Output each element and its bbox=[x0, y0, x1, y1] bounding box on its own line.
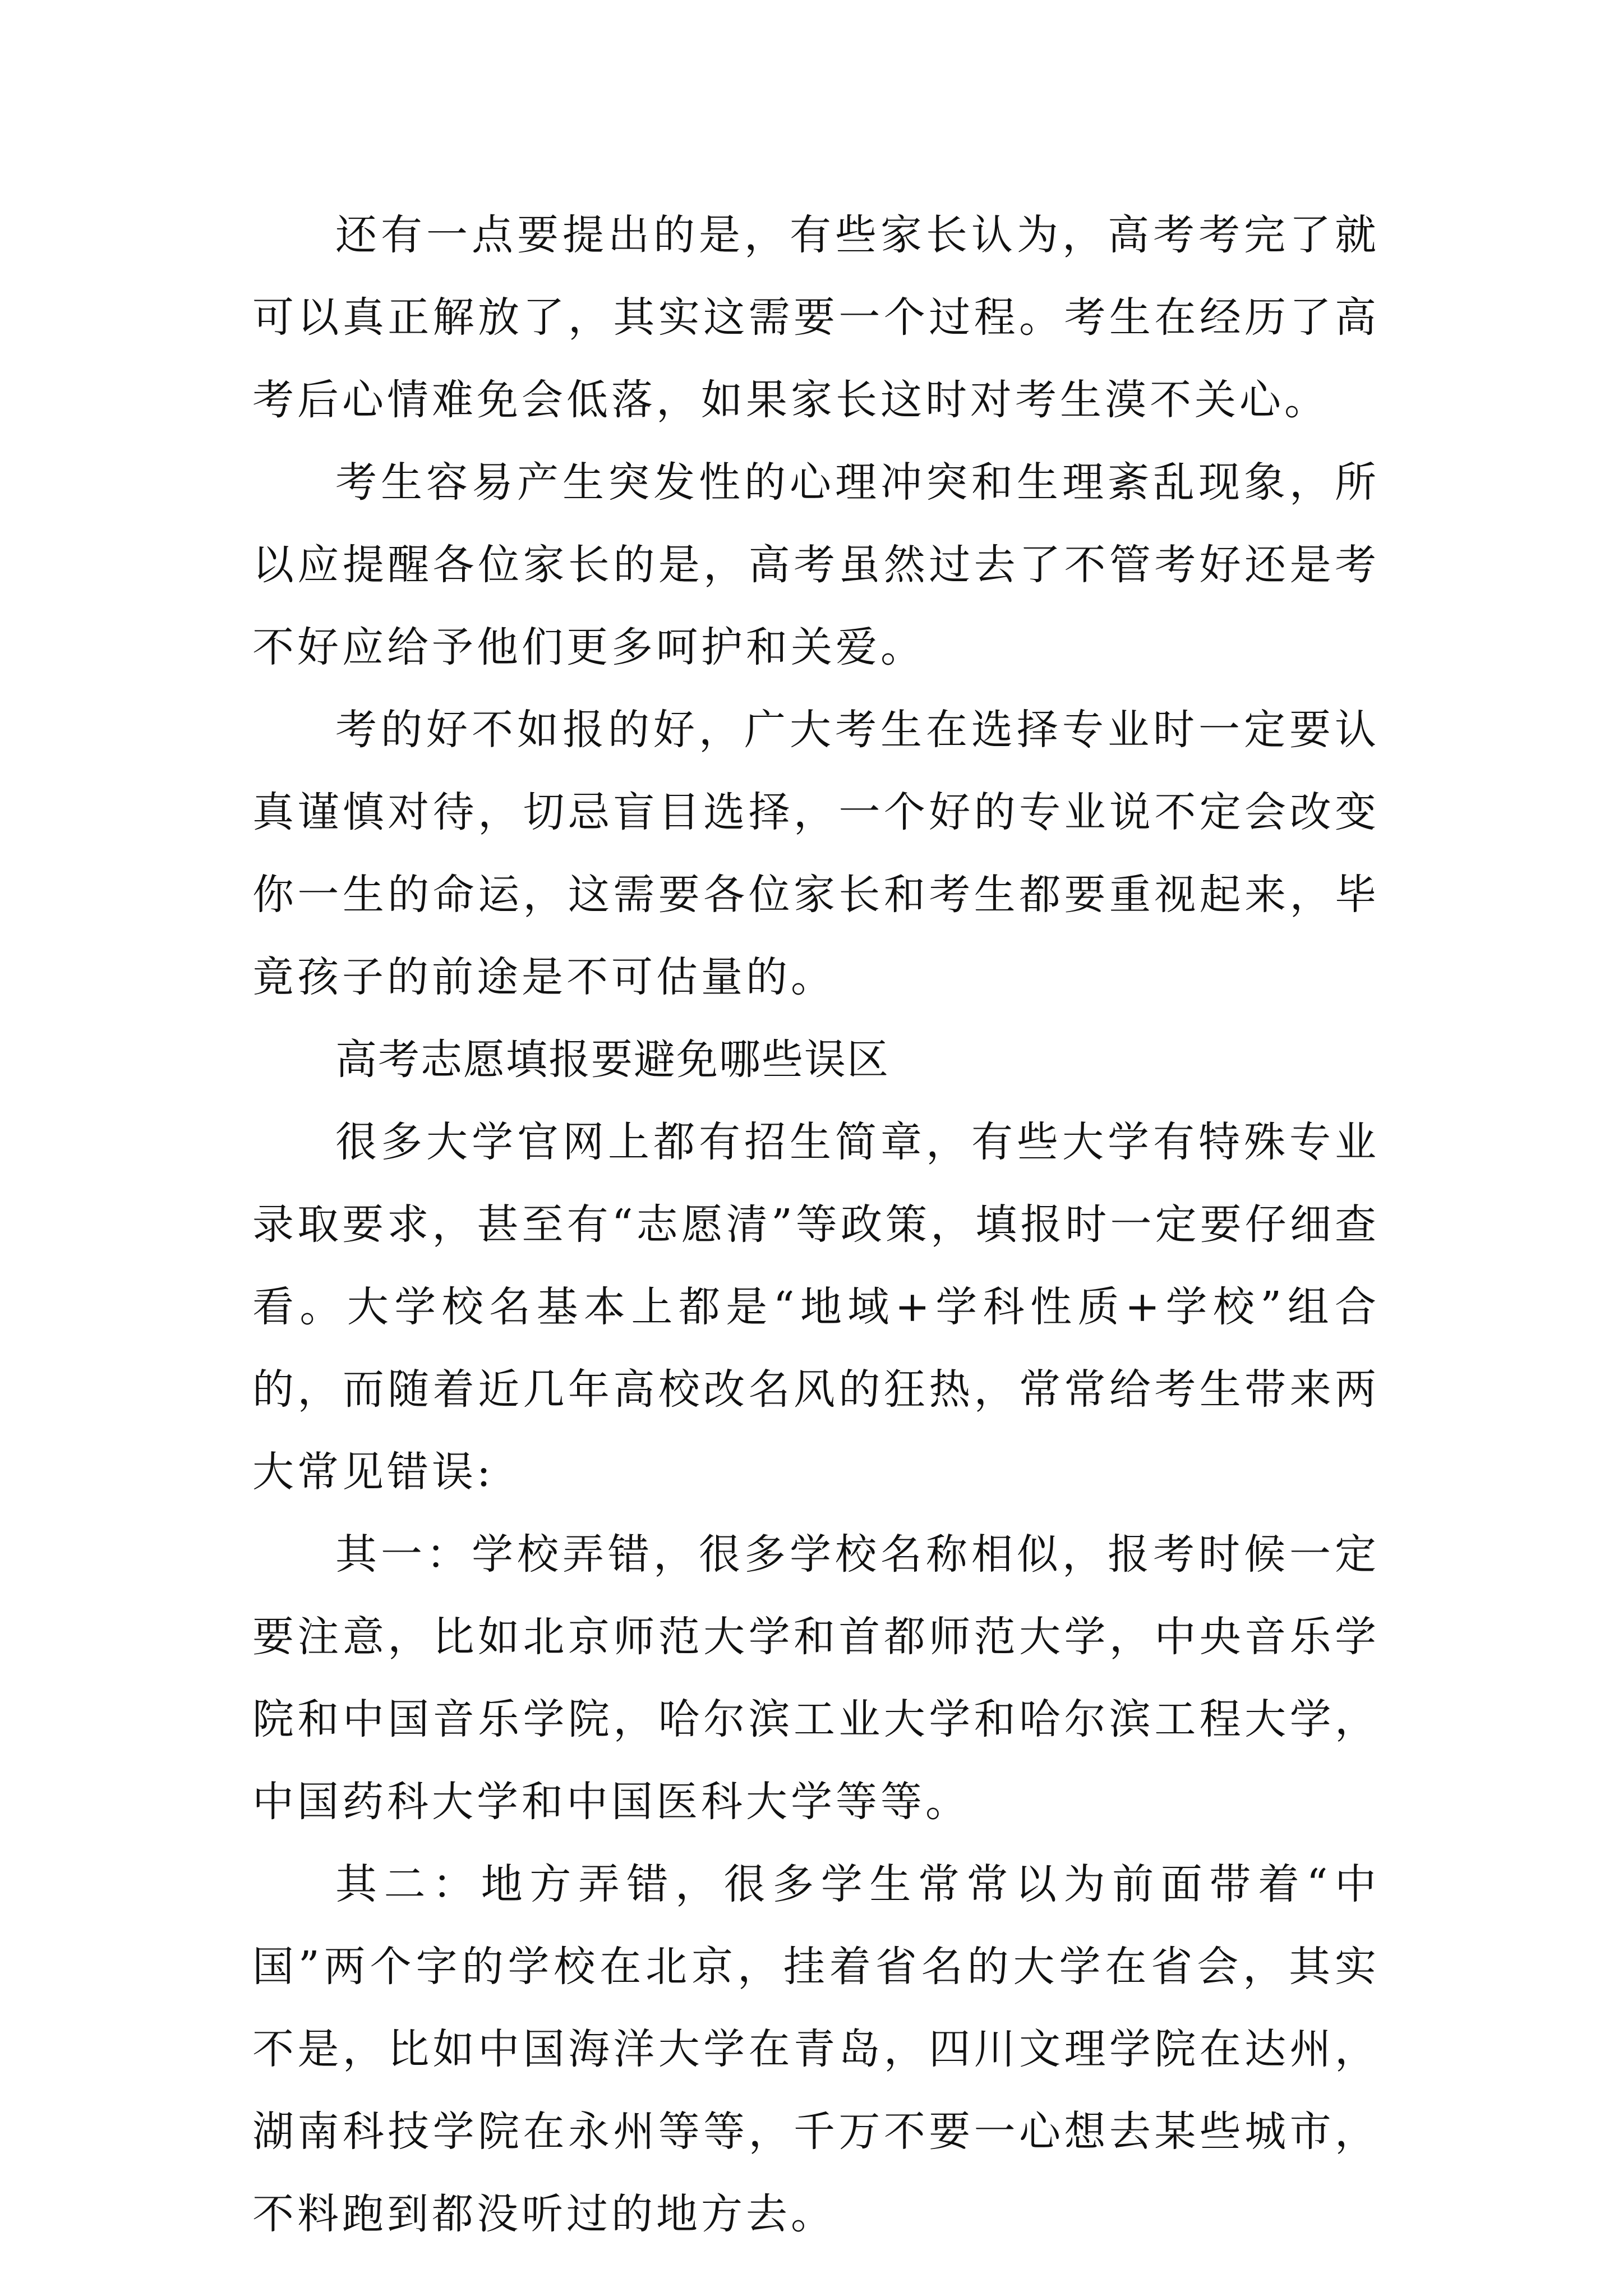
paragraph-parent-mindset: 还有一点要提出的是，有些家长认为，高考考完了就可以真正解放了，其实这需要一个过程。考生在经历了高考后心情难免会低落，如果家长这时对考生漠不关心。 bbox=[252, 211, 1380, 424]
paragraph-mistake-school: 其一：学校弄错，很多学校名称相似，报考时候一定要注意，比如北京师范大学和首都师范大学，中央音乐学院和中国音乐学院，哈尔滨工业大学和哈尔滨工程大学，中国药科大学和中国医科大学等等。 bbox=[252, 1530, 1380, 1826]
paragraph-care-reminder: 考生容易产生突发性的心理冲突和生理紊乱现象，所以应提醒各位家长的是，高考虽然过去了不管考好还是考不好应给予他们更多呵护和关爱。 bbox=[252, 458, 1380, 671]
document-body bbox=[252, 194, 1380, 2256]
paragraph-mistake-location: 其二：地方弄错，很多学生常常以为前面带着“中国”两个字的学校在北京，挂着省名的大学在省会，其实不是，比如中国海洋大学在青岛，四川文理学院在达州，湖南科技学院在永州等等，千万不要一心想去某些城市，不料跑到都没听过的地方去。 bbox=[252, 1860, 1380, 2238]
paragraph-major-choice: 考的好不如报的好，广大考生在选择专业时一定要认真谨慎对待，切忌盲目选择，一个好的专业说不定会改变你一生的命运，这需要各位家长和考生都要重视起来，毕竟孩子的前途是不可估量的。 bbox=[252, 706, 1380, 1001]
section-heading: 高考志愿填报要避免哪些误区 bbox=[335, 1036, 889, 1084]
paragraph-admission-brochure: 很多大学官网上都有招生简章，有些大学有特殊专业录取要求，甚至有“志愿清”等政策，填报时一定要仔细查看。大学校名基本上都是“地域+学科性质+学校”组合的，而随着近几年高校改名风的狂热，常常给考生带来两大常见错误: bbox=[252, 1118, 1380, 1496]
